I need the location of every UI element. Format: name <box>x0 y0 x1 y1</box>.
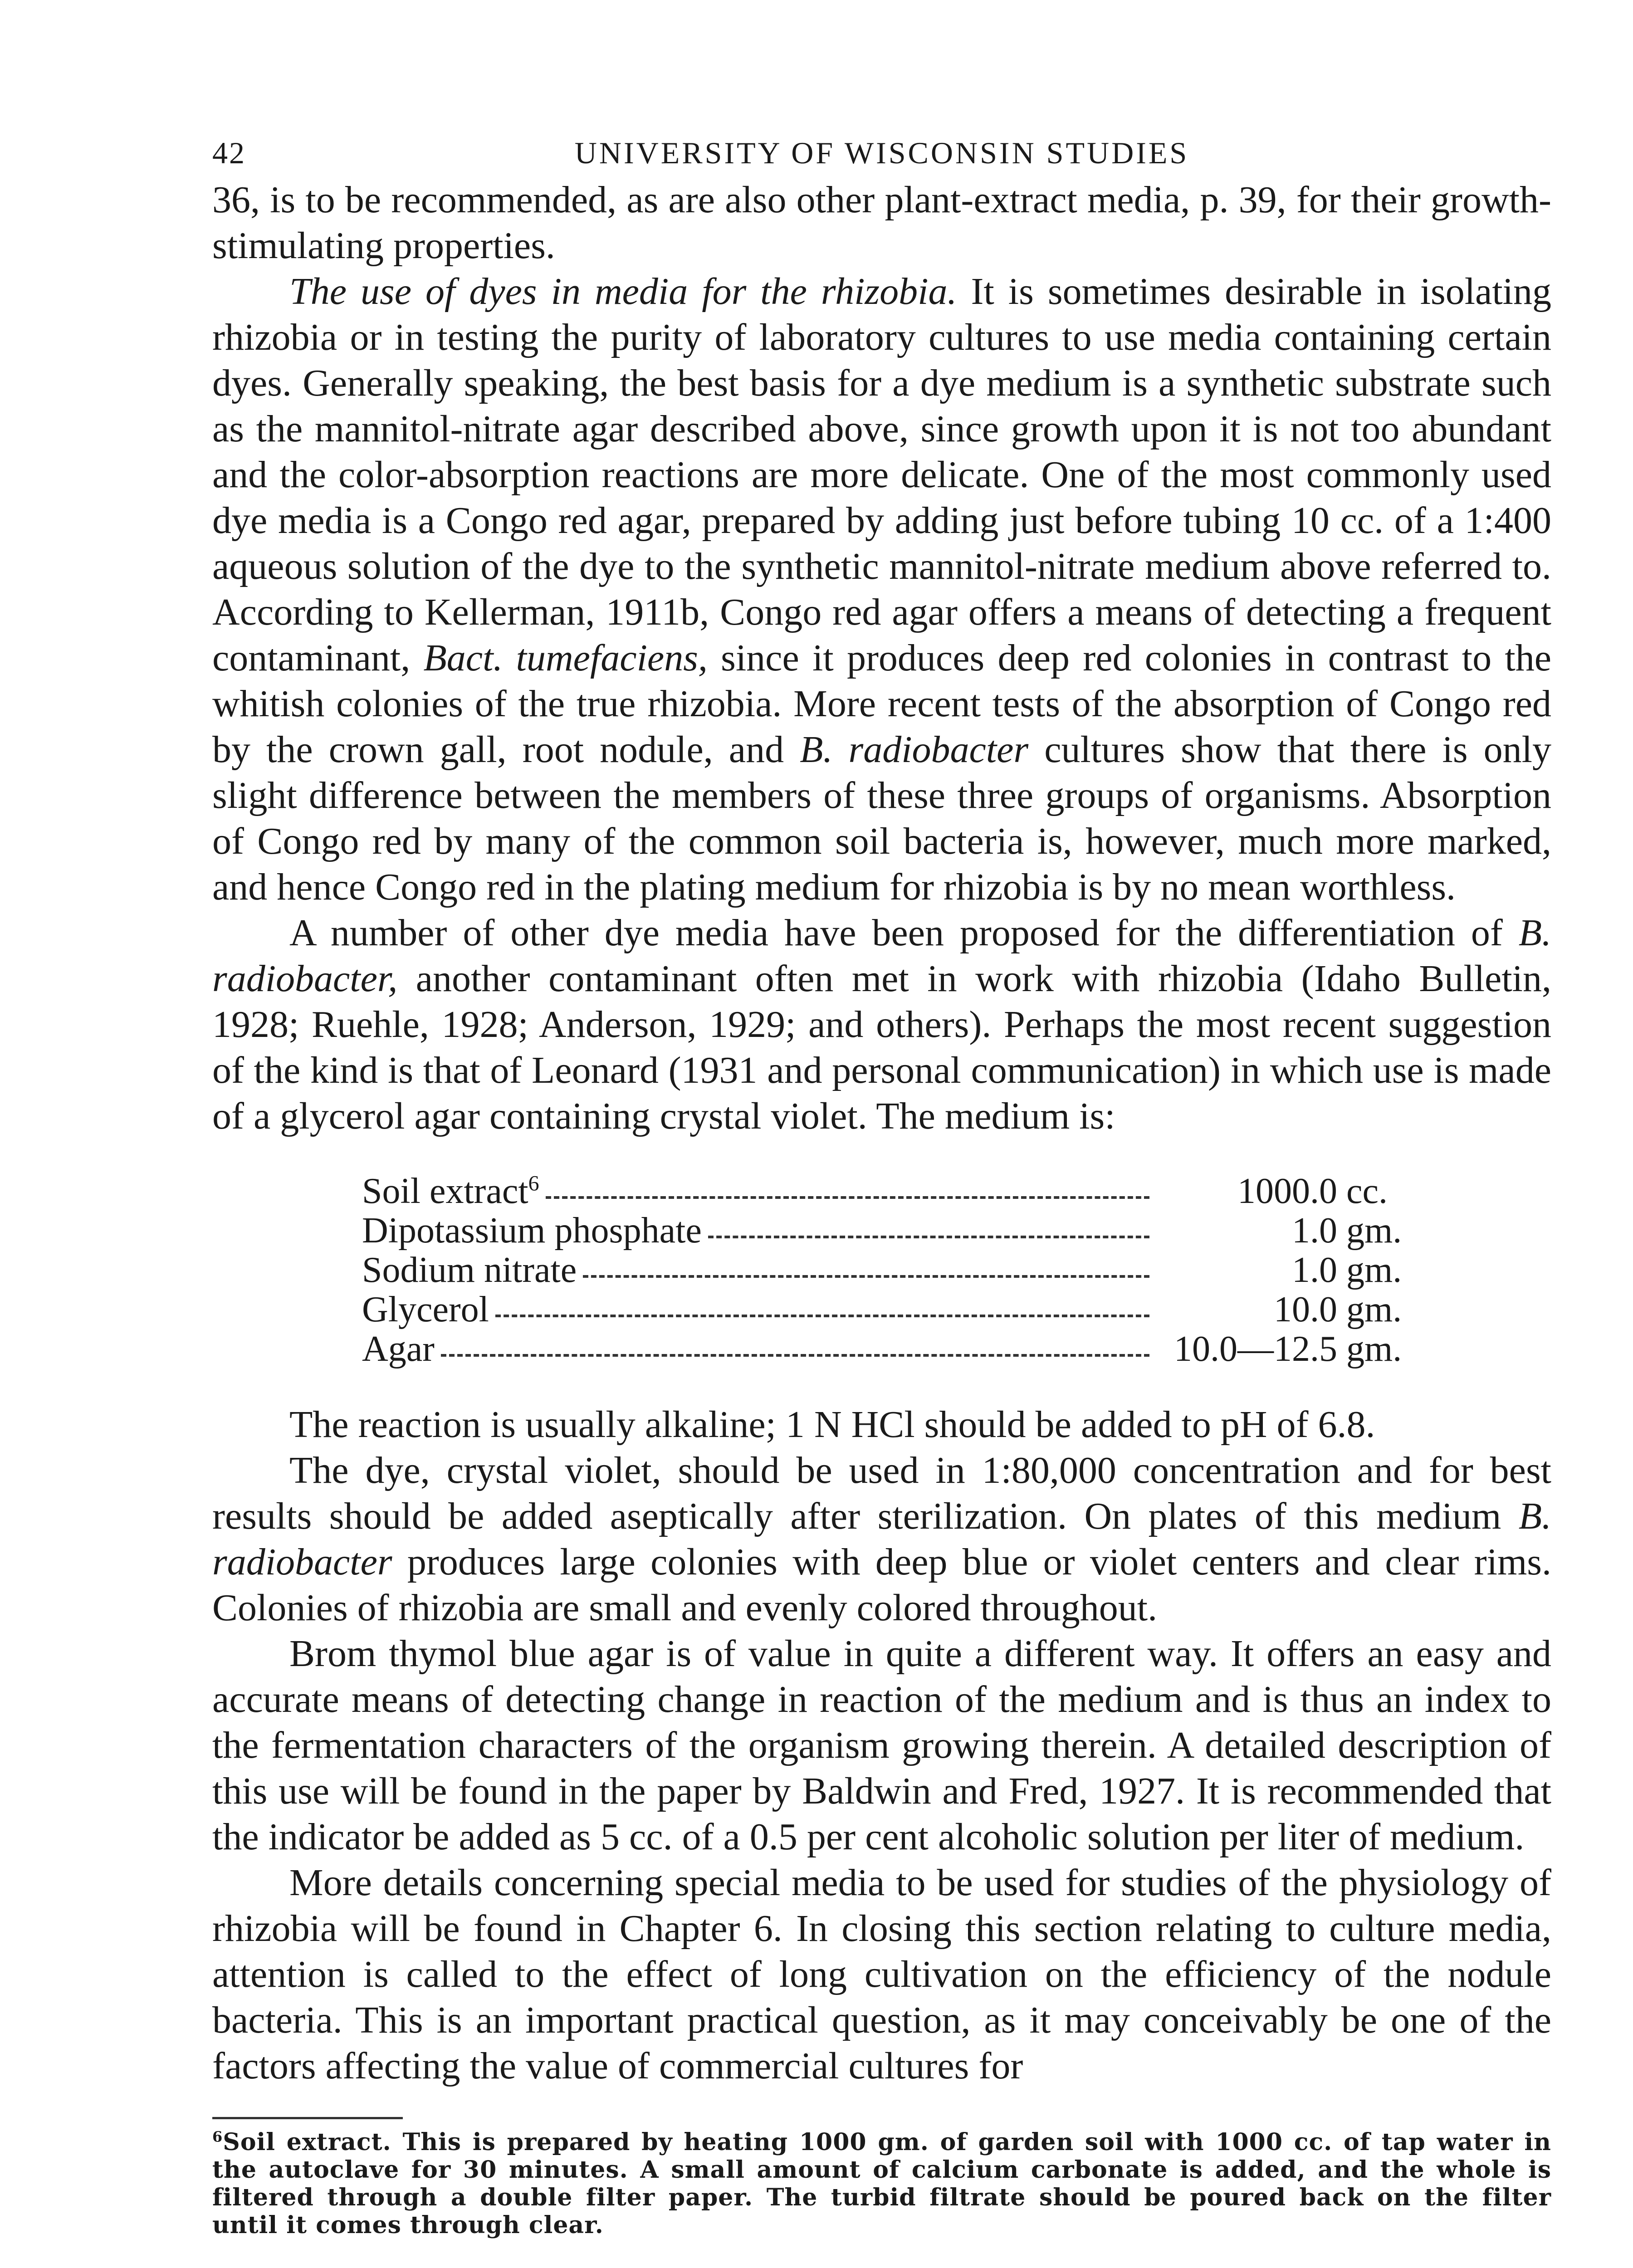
dot-leader <box>546 1172 1149 1199</box>
paragraph-crystal-violet-text-a: The dye, crystal violet, should be used in 1:80,000 concentration and for best results should be added aseptically after sterilization. On plates of this medium <box>212 1449 1551 1537</box>
paragraph-brom-thymol: Brom thymol blue agar is of value in quite a different way. It offers an easy and accurate means of detecting change in reaction of the medium and is thus an index to the fermentation characters of the organism growing therein. A detailed description of this use will be found in the paper by Baldwin and Fred, 1927. It is recommended that the indicator be added as 5 cc. of a 0.5 per cent alcoholic solution per liter of medium. <box>212 1633 1551 1858</box>
species-name: B. radiobacter <box>800 728 1029 771</box>
medium-recipe <box>362 1172 1414 1369</box>
ingredient-unit: gm. <box>1346 1250 1402 1290</box>
paragraph-crystal-violet-text-b: produces large colonies with deep blue or violet centers and clear rims. Colonies of rhizobia are small and evenly colored throughout. <box>212 1541 1551 1629</box>
paragraph-other-dyes-text-a: A number of other dye media have been proposed for the differentiation of <box>289 912 1519 954</box>
ingredient-unit: cc. <box>1346 1171 1388 1211</box>
ingredient-amount: 1000.0 <box>1237 1171 1337 1211</box>
species-name: B. radiobacter, <box>212 912 1551 1000</box>
paragraph-dyes-text-a: It is sometimes desirable in isolating rhizobia or in testing the purity of laboratory cultures to use media containing certain dyes. Generally speaking, the best basis for a dye medium is a synthetic substrate such as the mannitol-nitrate agar described above, since growth upon it is not too abundant and the color-absorption reactions are more delicate. One of the most commonly used dye media is a Congo red agar, prepared by adding just before tubing 10 cc. of a 1:400 aqueous solution of the dye to the synthetic mannitol-nitrate medium above referred to. According to Kellerman, 1911b, Congo red agar offers a means of detecting a frequent contaminant, <box>212 270 1552 679</box>
ingredient-unit: gm. <box>1346 1290 1402 1330</box>
paragraph-special-media: More details concerning special media to be used for studies of the physiology of rhizobia will be found in Chapter 6. In closing this section relating to culture media, attention is called to the effect of long cultivation on the efficiency of the nodule bacteria. This is an important practical question, as it may conceivably be one of the factors affecting the value of commercial cultures for <box>212 1862 1551 2087</box>
ingredient-unit: gm. <box>1346 1329 1402 1369</box>
paragraph-1: 36, is to be recommended, as are also other plant-extract media, p. 39, for their growth-stimulating properties. <box>212 179 1551 267</box>
ingredient-amount: 1.0 <box>1292 1211 1337 1251</box>
recipe-row <box>362 1251 1414 1290</box>
species-name: B. radiobacter <box>212 1495 1551 1583</box>
paragraph-dyes-text-b: since it produces deep red colonies in contrast to the whitish colonies of the true rhizobia. More recent tests of the absorption of Congo red by the crown gall, root nodule, and <box>212 637 1551 771</box>
paragraph-other-dyes-text-b: another contaminant often met in work with rhizobia (Idaho Bulletin, 1928; Ruehle, 1928; Anderson, 1929; and others). Perhaps the most recent suggestion of the kind is that of Leonard (1931 and personal communication) in which use is made of a glycerol agar containing crystal violet. The medium is: <box>212 958 1551 1137</box>
dot-leader <box>441 1330 1149 1357</box>
dot-leader <box>708 1211 1149 1238</box>
page-number: 42 <box>212 136 246 170</box>
ingredient-name: Sodium nitrate <box>362 1250 577 1290</box>
paragraph-dyes-text-c: cultures show that there is only slight difference between the members of these three groups of organisms. Absorption of Congo red by many of the common soil bacteria is, however, much more marked, and hence Congo red in the plating medium for rhizobia is by no mean worthless. <box>212 728 1551 908</box>
section-heading: The use of dyes in media for the rhizobia. <box>289 270 957 313</box>
paragraph-dyes <box>212 269 1551 910</box>
recipe-row <box>362 1211 1414 1251</box>
dot-leader <box>583 1251 1149 1278</box>
ingredient-name: Soil extract <box>362 1171 528 1211</box>
page-header <box>212 127 1551 177</box>
footnote-rule <box>212 2117 403 2119</box>
ingredient-name: Agar <box>362 1329 435 1369</box>
recipe-row <box>362 1330 1414 1369</box>
footnote <box>212 2128 1551 2239</box>
footnote-marker: 6 <box>212 2128 223 2146</box>
page <box>212 127 1551 2239</box>
ingredient-name: Dipotassium phosphate <box>362 1211 702 1251</box>
running-title: UNIVERSITY OF WISCONSIN STUDIES <box>574 136 1189 170</box>
ingredient-amount: 1.0 <box>1292 1250 1337 1290</box>
paragraph-crystal-violet <box>212 1447 1551 1631</box>
ingredient-name: Glycerol <box>362 1290 489 1330</box>
ingredient-amount: 10.0 <box>1274 1290 1337 1330</box>
footnote-text: Soil extract. This is prepared by heating 1000 gm. of garden soil with 1000 cc. of tap water in the autoclave for 30 minutes. A small amount of calcium carbonate is added, and the whole is filtered through a double filter paper. The turbid filtrate should be poured back on the filter until it comes through clear. <box>212 2128 1551 2239</box>
species-name: Bact. tumefaciens, <box>423 637 708 679</box>
footnote-marker: 6 <box>528 1171 539 1196</box>
recipe-row <box>362 1172 1414 1211</box>
ingredient-amount: 10.0—12.5 <box>1174 1329 1337 1369</box>
paragraph-other-dyes <box>212 910 1551 1139</box>
paragraph-reaction: The reaction is usually alkaline; 1 N HCl should be added to pH of 6.8. <box>289 1403 1375 1446</box>
dot-leader <box>495 1290 1149 1317</box>
recipe-row <box>362 1290 1414 1330</box>
ingredient-unit: gm. <box>1346 1211 1402 1251</box>
